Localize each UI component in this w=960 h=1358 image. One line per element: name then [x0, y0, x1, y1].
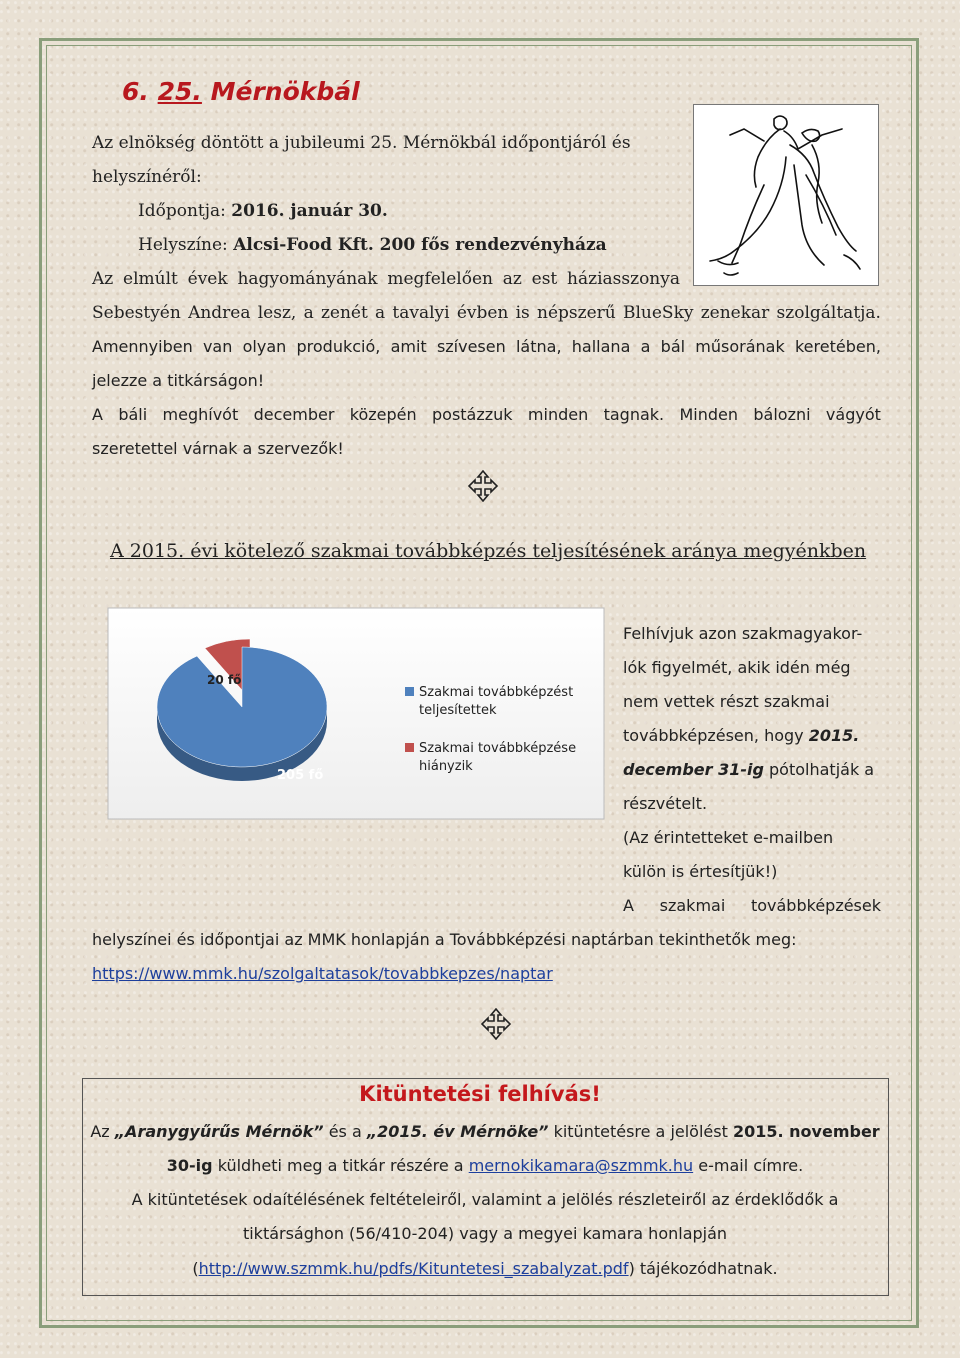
side-line-2: lók figyelmét, akik idén még — [623, 658, 851, 677]
paragraph-1-line-1: Az elmúlt évek hagyományának megfelelően az est háziasszonya — [92, 269, 680, 289]
dancers-illustration — [693, 104, 879, 286]
side-line-7: (Az érintetteket e-mailben — [623, 828, 834, 847]
pie-label-1: 20 fő — [207, 673, 242, 687]
section-title: 6. 25. Mérnökbál — [122, 77, 360, 106]
award-line-3: A kitüntetések odaítélésének feltételeiről, valamint a jelölés részleteiről az érdeklődők a — [131, 1190, 839, 1209]
paragraph-2-line-2: jelezze a titkárságon! — [92, 371, 265, 390]
four-arrows-icon — [464, 470, 502, 506]
side-line-4: továbbképzésen, hogy 2015. — [623, 726, 860, 745]
side-line-1: Felhívjuk azon szakmagyakor- — [623, 624, 863, 643]
four-arrows-icon-2 — [477, 1008, 515, 1044]
legend-label-0: Szakmai továbbképzést teljesítettek — [419, 685, 574, 718]
award-line-1: Az „Aranygyűrűs Mérnök” és a „2015. év Mérnöke” kitüntetésre a jelölést 2015. november — [90, 1122, 880, 1141]
paragraph-3-line-1: A báli meghívót december közepén postázzuk minden tagnak. Minden bálozni vágyót — [92, 405, 881, 424]
legend-swatch-0 — [405, 687, 414, 696]
legend-swatch-1 — [405, 743, 414, 752]
award-line-4: tiktársághon (56/410-204) vagy a megyei kamara honlapján — [242, 1224, 728, 1243]
training-closing: helyszínei és időpontjai az MMK honlapján a Továbbképzési naptárban tekinthetők meg: — [92, 930, 797, 949]
award-line-2: 30-ig küldheti meg a titkár részére a mernokikamara@szmmk.hu e-mail címre. — [166, 1156, 804, 1175]
training-calendar-link[interactable]: https://www.mmk.hu/szolgaltatasok/tovabbkepzes/naptar — [92, 964, 553, 983]
side-line-9: A szakmai továbbképzések — [623, 896, 881, 915]
intro-line-1: Az elnökség döntött a jubileumi 25. Mérnökbál időpontjáról és — [92, 133, 631, 153]
training-heading: A 2015. évi kötelező szakmai továbbképzés teljesítésének aránya megyénkben — [110, 540, 867, 562]
pie-slice-0 — [157, 647, 327, 767]
award-line-5: (http://www.szmmk.hu/pdfs/Kituntetesi_szabalyzat.pdf) tájékozódhatnak. — [192, 1259, 778, 1278]
paragraph-3-line-2: szeretettel várnak a szervezők! — [92, 439, 344, 458]
paragraph-2-line-1: Amennyiben van olyan produkció, amit szívesen látna, hallana a bál műsorának keretében, — [92, 337, 881, 356]
legend-label-1: Szakmai továbbképzése hiányzik — [419, 741, 577, 774]
intro-line-2: helyszínéről: — [92, 167, 202, 187]
event-date: Időpontja: 2016. január 30. — [138, 201, 388, 221]
paragraph-1-line-2: Sebestyén Andrea lesz, a zenét a tavalyi évben is népszerű BlueSky zenekar szolgáltatja. — [92, 303, 881, 323]
side-line-8: külön is értesítjük!) — [623, 862, 778, 881]
event-venue: Helyszíne: Alcsi-Food Kft. 200 fős rendezvényháza — [138, 235, 607, 255]
pie-label-0: 205 fő — [277, 768, 324, 783]
award-rules-link[interactable]: http://www.szmmk.hu/pdfs/Kituntetesi_szabalyzat.pdf — [198, 1259, 629, 1278]
pie-chart — [107, 607, 605, 820]
award-email-link[interactable]: mernokikamara@szmmk.hu — [468, 1156, 694, 1175]
side-line-5: december 31-ig pótolhatják a — [623, 760, 875, 779]
side-line-6: részvételt. — [623, 794, 708, 813]
award-title: Kitüntetési felhívás! — [359, 1082, 601, 1106]
side-line-3: nem vettek részt szakmai — [623, 692, 830, 711]
